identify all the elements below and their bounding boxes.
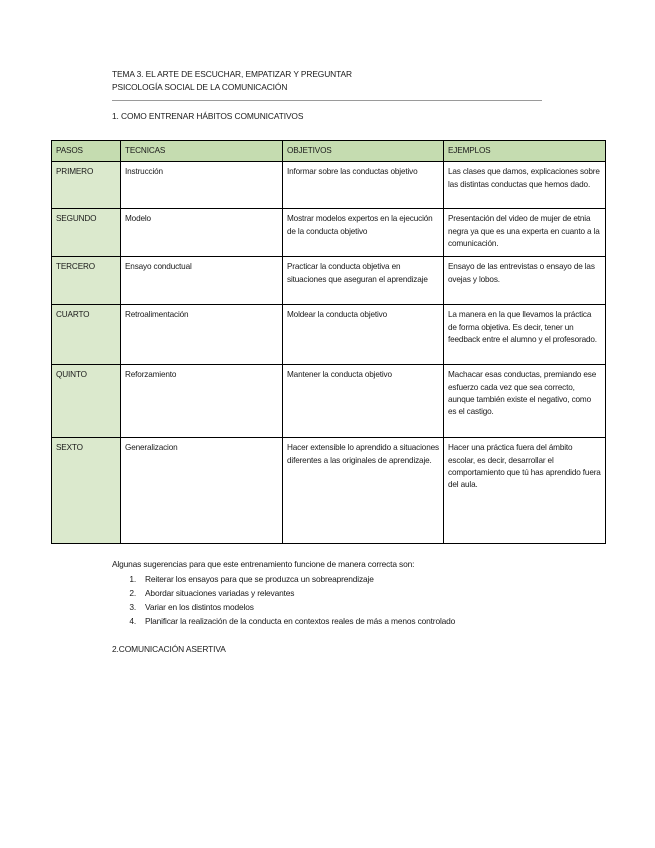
table-row xyxy=(52,305,606,365)
table-row xyxy=(52,162,606,209)
objective-cell: Moldear la conducta objetivo xyxy=(283,305,444,365)
header-tecnicas: TECNICAS xyxy=(121,141,283,162)
table-row xyxy=(52,438,606,544)
example-cell: Las clases que damos, explicaciones sobre las distintas conductas que hemos dado. xyxy=(444,162,606,209)
technique-cell: Reforzamiento xyxy=(121,365,283,438)
table-row xyxy=(52,257,606,305)
technique-cell: Instrucción xyxy=(121,162,283,209)
table-header-row xyxy=(52,141,606,162)
step-cell: QUINTO xyxy=(52,365,121,438)
list-item xyxy=(112,572,455,586)
list-item xyxy=(112,614,455,628)
list-number: 4. xyxy=(129,616,136,626)
objective-cell: Hacer extensible lo aprendido a situaciones diferentes a las originales de aprendizaje. xyxy=(283,438,444,544)
example-cell: Presentación del video de mujer de etnia negra ya que es una experta en cuanto a la comunicación. xyxy=(444,209,606,257)
example-cell: La manera en la que llevamos la práctica de forma objetiva. Es decir, tener un feedback entre el alumno y el profesorado. xyxy=(444,305,606,365)
step-cell: TERCERO xyxy=(52,257,121,305)
list-item xyxy=(112,600,455,614)
example-cell: Hacer una práctica fuera del ámbito escolar, es decir, desarrollar el comportamiento que tú has aprendido fuera del aula. xyxy=(444,438,606,544)
header-objetivos: OBJETIVOS xyxy=(283,141,444,162)
training-steps-table xyxy=(51,140,606,544)
suggestions-intro: Algunas sugerencias para que este entrenamiento funcione de manera correcta son: xyxy=(112,559,415,569)
header-ejemplos: EJEMPLOS xyxy=(444,141,606,162)
list-text: Abordar situaciones variadas y relevantes xyxy=(145,588,295,598)
objective-cell: Mantener la conducta objetivo xyxy=(283,365,444,438)
list-number: 1. xyxy=(129,574,136,584)
step-cell: SEGUNDO xyxy=(52,209,121,257)
header-pasos: PASOS xyxy=(52,141,121,162)
step-cell: CUARTO xyxy=(52,305,121,365)
subject-title: PSICOLOGÍA SOCIAL DE LA COMUNICACIÓN xyxy=(112,82,288,92)
suggestions-list xyxy=(112,572,455,628)
section-2-title: 2.COMUNICACIÓN ASERTIVA xyxy=(112,644,226,654)
objective-cell: Practicar la conducta objetiva en situaciones que aseguran el aprendizaje xyxy=(283,257,444,305)
list-text: Variar en los distintos modelos xyxy=(145,602,254,612)
technique-cell: Retroalimentación xyxy=(121,305,283,365)
example-cell: Machacar esas conductas, premiando ese esfuerzo cada vez que sea correcto, aunque también existe el negativo, como es el castigo. xyxy=(444,365,606,438)
example-cell: Ensayo de las entrevistas o ensayo de las ovejas y lobos. xyxy=(444,257,606,305)
header-divider xyxy=(112,100,542,101)
list-text: Reiterar los ensayos para que se produzca un sobreaprendizaje xyxy=(145,574,374,584)
list-number: 3. xyxy=(129,602,136,612)
objective-cell: Mostrar modelos expertos en la ejecución de la conducta objetivo xyxy=(283,209,444,257)
section-1-title: 1. COMO ENTRENAR HÁBITOS COMUNICATIVOS xyxy=(112,111,304,121)
topic-title: TEMA 3. EL ARTE DE ESCUCHAR, EMPATIZAR Y PREGUNTAR xyxy=(112,69,352,79)
step-cell: SEXTO xyxy=(52,438,121,544)
objective-cell: Informar sobre las conductas objetivo xyxy=(283,162,444,209)
technique-cell: Modelo xyxy=(121,209,283,257)
list-text: Planificar la realización de la conducta en contextos reales de más a menos controlado xyxy=(145,616,456,626)
table-row xyxy=(52,365,606,438)
step-cell: PRIMERO xyxy=(52,162,121,209)
technique-cell: Generalizacion xyxy=(121,438,283,544)
table-row xyxy=(52,209,606,257)
list-number: 2. xyxy=(129,588,136,598)
list-item xyxy=(112,586,455,600)
technique-cell: Ensayo conductual xyxy=(121,257,283,305)
